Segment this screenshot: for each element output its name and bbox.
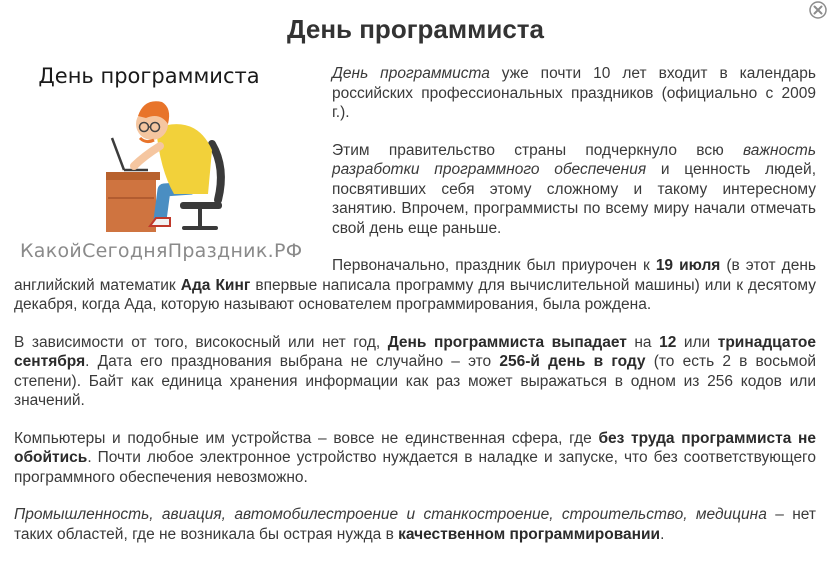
text-run: на: [626, 333, 660, 351]
bold-text: 12: [659, 333, 677, 351]
text-run: В зависимости от того, високосный или нет год,: [14, 333, 388, 351]
text-run: Компьютеры и подобные им устройства – вовсе не единственная сфера, где: [14, 429, 599, 447]
text-run: Этим правительство страны подчеркнуло всю: [332, 141, 743, 159]
page-title: День программиста: [287, 14, 544, 44]
bold-text: качественном программировании: [398, 525, 661, 543]
bold-text: без труда программиста не обойтись: [14, 429, 816, 466]
italic-text: Промышленность, авиация, автомобилестроение и станкостроение, строительство, медицина: [14, 506, 767, 523]
text-run: . Дата его празднования выбрана не случайно – это: [85, 353, 500, 370]
text-run: – нет таких областей, где не возникала бы острая нужда в: [14, 506, 817, 543]
site-watermark: КакойСегодняПраздник.РФ: [20, 240, 303, 262]
bold-text: Ада Кинг: [180, 276, 251, 294]
bold-text: 256-й день в году: [499, 353, 646, 370]
text-run: и ценность людей, посвятивших себя этому сложному и такому интересному занятию. Впрочем, программисты по всему миру начали отмечать свой день еще раньше.: [332, 161, 817, 237]
text-run: .: [660, 525, 665, 543]
bold-text: тринадцатое сентября: [14, 333, 816, 370]
text-run: или: [676, 333, 718, 351]
text-run: впервые написала программу для вычислительной машины) или к десятому декабря, когда Ада, которую называют основателем программирования, была рождена.: [14, 276, 816, 313]
text-run: . Почти любое электронное устройство нуждается в наладке и запуске, что без соответствующего программного обеспечения невозможно.: [14, 449, 816, 486]
text-run: (в этот день английский математик: [14, 257, 816, 294]
article-paragraph: [14, 505, 816, 544]
text-run: уже почти 10 лет входит в календарь российских профессиональных праздников (официально с 2009 г.).: [332, 65, 816, 121]
article-body: [14, 64, 816, 562]
italic-text: День программиста: [332, 65, 490, 82]
article-paragraph: [14, 429, 816, 488]
italic-text: важность разработки программного обеспечения: [332, 141, 816, 178]
image-caption: День программиста: [38, 64, 260, 88]
article-paragraph: [14, 333, 816, 411]
text-run: (то есть 2 в восьмой степени). Байт как единица хранения информации как раз может выражаться в одном из 256 кодов или значений.: [14, 353, 816, 409]
text-run: Первоначально, праздник был приурочен к: [332, 257, 656, 274]
bold-text: 19 июля: [655, 257, 721, 274]
bold-text: День программиста выпадает: [387, 333, 627, 351]
